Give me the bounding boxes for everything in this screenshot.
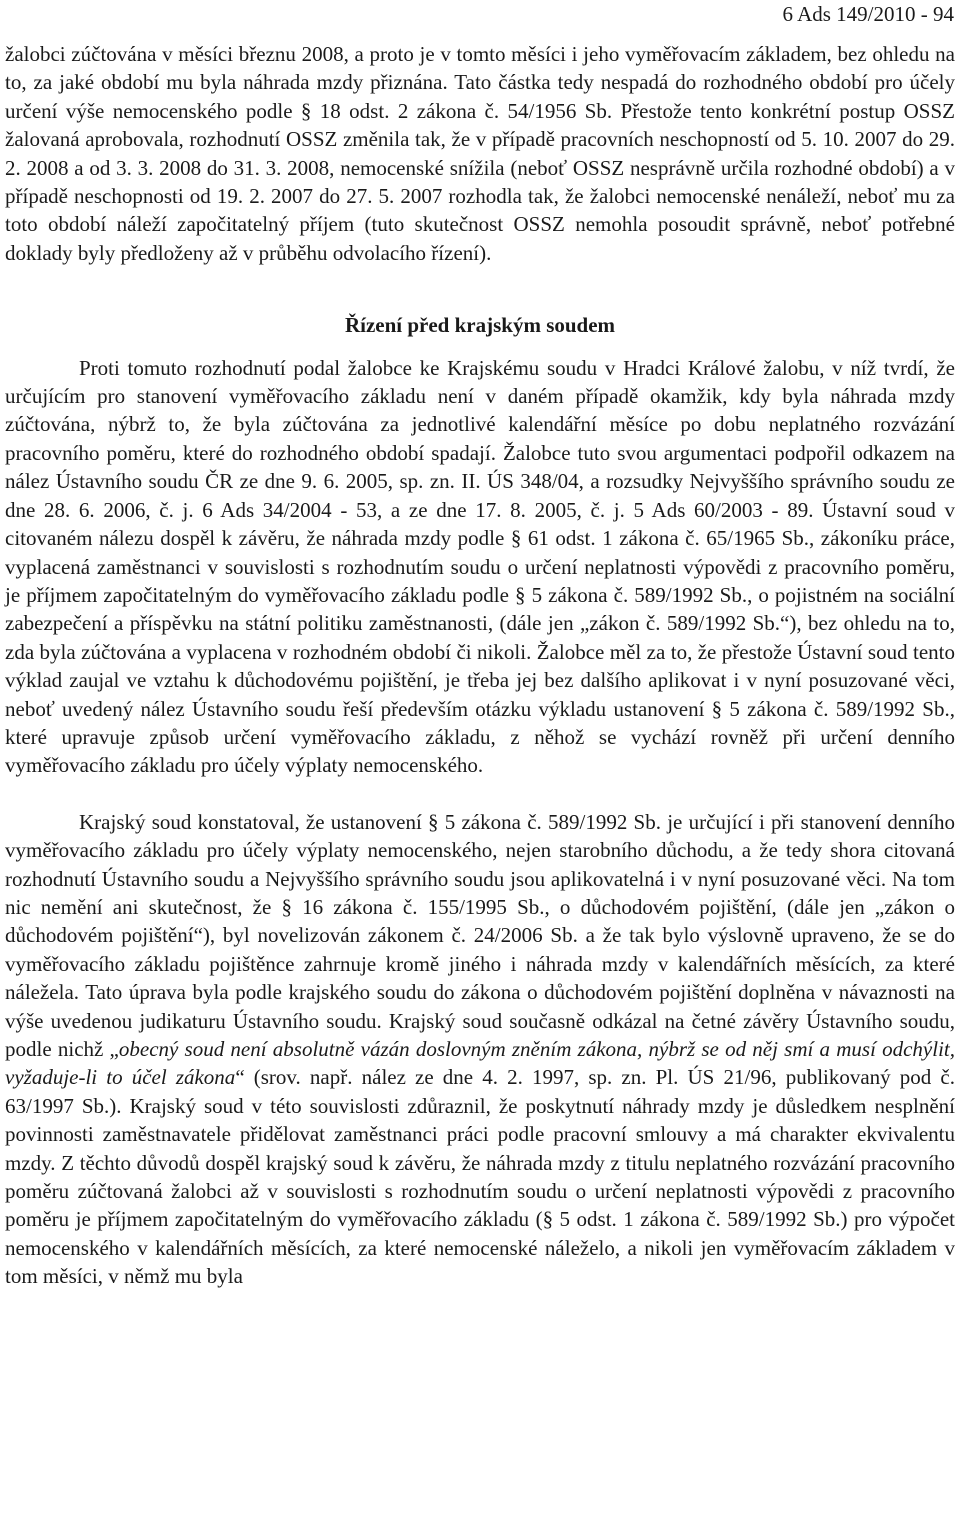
court-quote: obecný soud není absolutně vázán doslovným zněním zákona, nýbrž se od něj smí a musí odchýlit, vyžaduje-li to účel zákona (5, 1037, 955, 1090)
paragraph-text: Krajský soud konstatoval, že ustanovení § 5 zákona č. 589/1992 Sb. je určující i při stanovení denního vyměřovacího základu pro účely výplaty nemocenského, nejen starobního důchodu, a že tedy shora citovaná rozhodnutí Ústavního soudu a Nejvyššího správního soudu jsou aplikovatelná i v nyní posuzované věci. Na tom nic nemění ani skutečnost, že § 16 zákona č. 155/1995 Sb., o důchodovém pojištění, (dále jen „zákon o důchodovém pojištění“), byl novelizován zákonem č. 24/2006 Sb. a že tak bylo výslovně upraveno, že se do vyměřovacího základu pojištěnce zahrnuje kromě jiného i náhrada mzdy v kalendářních měsících, za které náležela. Tato úprava byla podle krajského soudu do zákona o důchodovém pojištění doplněna v návaznosti na výše uvedenou judikaturu Ústavního soudu. Krajský soud současně odkázal na četné závěry Ústavního soudu, podle nichž „ (5, 809, 955, 1061)
paragraph-plaintiff-claim: Proti tomuto rozhodnutí podal žalobce ke Krajskému soudu v Hradci Králové žalobu, v níž tvrdí, že určujícím pro stanovení vyměřovacího základu není v daném případě okamžik, kdy byla náhrada mzdy zúčtována, nýbrž to, že byla zúčtována za jednotlivé kalendářní měsíce po dobu neplatného rozvázání pracovního poměru, které do rozhodného období spadají. Žalobce tuto svou argumentaci podpořil odkazem na nález Ústavního soudu ČR ze dne 9. 6. 2005, sp. zn. II. ÚS 348/04, a rozsudky Nejvyššího správního soudu ze dne 28. 6. 2006, č. j. 6 Ads 34/2004 - 53, a ze dne 17. 8. 2005, č. j. 5 Ads 60/2003 - 89. Ústavní soud v citovaném nálezu dospěl k závěru, že náhrada mzdy podle § 61 odst. 1 zákona č. 65/1965 Sb., zákoníku práce, vyplacená zaměstnanci v souvislosti s rozhodnutím soudu o určení neplatnosti výpovědi z pracovního poměru, je příjmem započitatelným do vyměřovacího základu podle § 5 zákona č. 589/1992 Sb., o pojistném na sociální zabezpečení a příspěvku na státní politiku zaměstnanosti, (dále jen „zákon č. 589/1992 Sb.“), bez ohledu na to, zda byla zúčtována a vyplacena v rozhodném období či nikoli. Žalobce měl za to, že přestože Ústavní soud tento výklad zaujal ve vztahu k důchodovému pojištění, je třeba jej bez dalšího aplikovat i v nyní posuzované věci, neboť uvedený nález Ústavního soudu řeší především otázku výkladu ustanovení § 5 zákona č. 589/1992 Sb., které upravuje způsob určení vyměřovacího základu, z něhož se vychází rovněž při určení denního vyměřovacího základu pro účely výplaty nemocenského. (5, 355, 955, 778)
case-number-header: 6 Ads 149/2010 - 94 (782, 2, 954, 26)
section-heading: Řízení před krajským soudem (344, 313, 616, 338)
document-body (5, 40, 955, 1291)
paragraph-intro: žalobci zúčtována v měsíci březnu 2008, a proto je v tomto měsíci i jeho vyměřovacím základem, bez ohledu na to, za jaké období mu byla náhrada mzdy přiznána. Tato částka tedy nespadá do rozhodného období pro účely určení výše nemocenského podle § 18 odst. 2 zákona č. 54/1956 Sb. Přestože tento konkrétní postup OSSZ žalovaná aprobovala, rozhodnutí OSSZ změnila tak, že v případě pracovních neschopností od 5. 10. 2007 do 29. 2. 2008 a od 3. 3. 2008 do 31. 3. 2008, nemocenské snížila (neboť OSSZ nesprávně určila rozhodné období) a v případě neschopnosti od 19. 2. 2007 do 27. 5. 2007 rozhodla tak, že žalobci nemocenské nenáleží, neboť mu za toto období náleží započitatelný příjem (tuto skutečnost OSSZ nemohla posoudit správně, neboť potřebné doklady byly předloženy až v průběhu odvolacího řízení). (5, 42, 955, 265)
paragraph-regional-court (5, 808, 955, 1291)
paragraph-text: “ (srov. např. nález ze dne 4. 2. 1997, sp. zn. Pl. ÚS 21/96, publikovaný pod č. 63/1997 Sb.). Krajský soud v této souvislosti zdůraznil, že poskytnutí náhrady mzdy je důsledkem nesplnění povinnosti zaměstnavatele přidělovat zaměstnanci práci podle pracovní smlouvy a má charakter ekvivalentu mzdy. Z těchto důvodů dospěl krajský soud k závěru, že náhrada mzdy z titulu neplatného rozvázání pracovního poměru zúčtovaná žalobci až v souvislosti s rozhodnutím soudu o určení neplatnosti výpovědi z pracovního poměru je příjmem započitatelným do vyměřovacího základu (§ 5 odst. 1 zákona č. 589/1992 Sb.) pro výpočet nemocenského v kalendářních měsících, za které nemocenské náleželo, a nikoli jen vyměřovacím základem v tom měsíci, v němž mu byla (5, 1065, 955, 1289)
